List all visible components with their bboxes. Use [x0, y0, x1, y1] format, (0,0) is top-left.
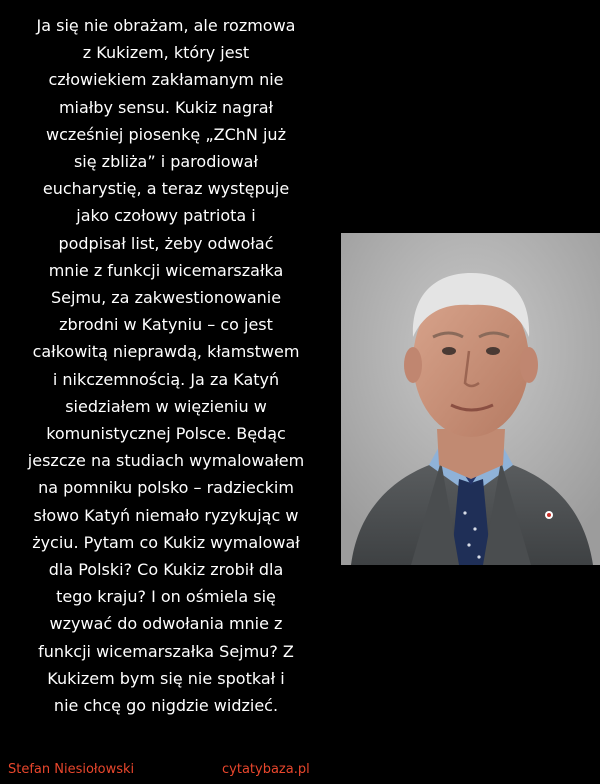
site-link[interactable]: cytatybaza.pl	[222, 762, 310, 777]
author-portrait	[341, 233, 600, 565]
quote-text: Ja się nie obrażam, ale rozmowa z Kukizem, który jest człowiekiem zakłamanym nie miałby sensu. Kukiz nagrał wcześniej piosenkę „ZChN już się zbliża” i parodiował eucharystię, a teraz występuje jako czołowy patriota i podpisał list, żeby odwołać mnie z funkcji wicemarszałka Sejmu, za zakwestionowanie zbrodni w Katyniu – co jest całkowitą nieprawdą, kłamstwem i nikczemnością. Ja za Katyń siedziałem w więzieniu w komunistycznej Polsce. Będąc jeszcze na studiach wymalowałem na pomniku polsko – radzieckim słowo Katyń niemało ryzykując w życiu. Pytam co Kukiz wymalował dla Polski? Co Kukiz zrobił dla tego kraju? I on ośmiela się wzywać do odwołania mnie z funkcji wicemarszałka Sejmu? Z Kukizem bym się nie spotkał i nie chcę go nigdzie widzieć.	[27, 16, 305, 716]
author-name: Stefan Niesiołowski	[8, 762, 135, 777]
